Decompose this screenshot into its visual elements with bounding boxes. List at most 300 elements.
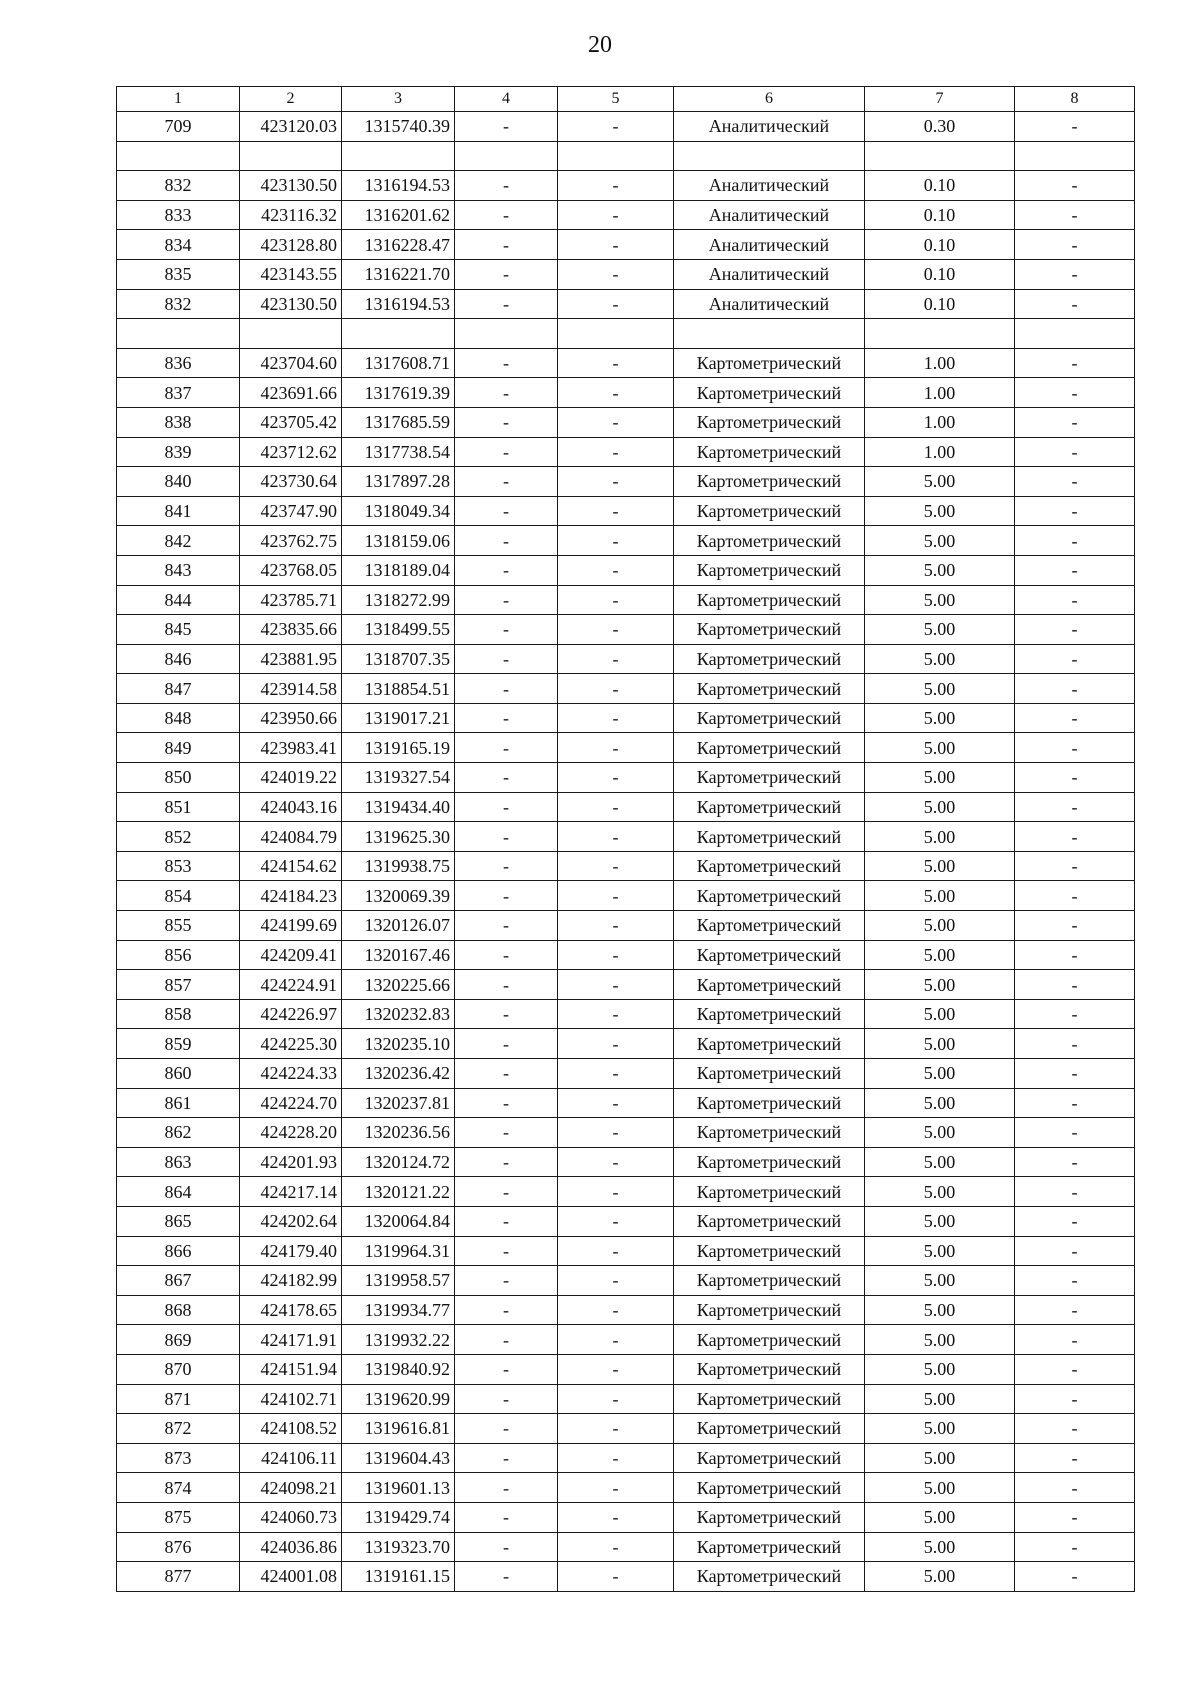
point-number-cell: 852 [117,822,240,852]
column-8-cell: - [1015,1354,1135,1384]
method-cell: Картометрический [674,1532,865,1562]
method-cell: Картометрический [674,1088,865,1118]
column-8-cell: - [1015,822,1135,852]
column-8-cell: - [1015,1502,1135,1532]
y-coordinate-cell: 1319625.30 [342,822,455,852]
accuracy-cell: 5.00 [865,1177,1015,1207]
column-header: 7 [865,87,1015,112]
table-row [117,1325,1135,1355]
accuracy-cell: 5.00 [865,1118,1015,1148]
y-coordinate-cell: 1319601.13 [342,1473,455,1503]
accuracy-cell [865,319,1015,349]
method-cell: Аналитический [674,259,865,289]
accuracy-cell: 5.00 [865,1236,1015,1266]
column-8-cell: - [1015,851,1135,881]
y-coordinate-cell: 1316194.53 [342,289,455,319]
y-coordinate-cell: 1320236.42 [342,1059,455,1089]
y-coordinate-cell: 1316201.62 [342,200,455,230]
accuracy-cell: 5.00 [865,822,1015,852]
column-4-cell [455,141,558,171]
accuracy-cell: 5.00 [865,999,1015,1029]
column-8-cell: - [1015,437,1135,467]
method-cell: Картометрический [674,1029,865,1059]
y-coordinate-cell: 1318189.04 [342,555,455,585]
column-4-cell: - [455,703,558,733]
accuracy-cell: 5.00 [865,496,1015,526]
y-coordinate-cell: 1319323.70 [342,1532,455,1562]
column-8-cell: - [1015,1266,1135,1296]
column-5-cell: - [558,1266,674,1296]
y-coordinate-cell: 1320167.46 [342,940,455,970]
x-coordinate-cell [240,319,342,349]
table-row [117,1384,1135,1414]
table-row [117,1295,1135,1325]
accuracy-cell: 5.00 [865,1029,1015,1059]
column-5-cell: - [558,171,674,201]
column-8-cell: - [1015,940,1135,970]
accuracy-cell: 5.00 [865,1384,1015,1414]
method-cell [674,319,865,349]
column-5-cell: - [558,733,674,763]
column-4-cell: - [455,999,558,1029]
column-8-cell: - [1015,1414,1135,1444]
accuracy-cell: 5.00 [865,1325,1015,1355]
table-row [117,467,1135,497]
method-cell: Аналитический [674,112,865,142]
table-row [117,496,1135,526]
point-number-cell: 875 [117,1502,240,1532]
column-4-cell: - [455,1502,558,1532]
column-4-cell: - [455,1562,558,1592]
column-4-cell: - [455,822,558,852]
method-cell: Картометрический [674,674,865,704]
x-coordinate-cell: 423712.62 [240,437,342,467]
table-row [117,555,1135,585]
accuracy-cell [865,141,1015,171]
table-separator-row [117,319,1135,349]
method-cell: Картометрический [674,467,865,497]
method-cell: Картометрический [674,1147,865,1177]
x-coordinate-cell: 424154.62 [240,851,342,881]
column-4-cell: - [455,555,558,585]
accuracy-cell: 5.00 [865,1354,1015,1384]
column-4-cell: - [455,289,558,319]
column-5-cell: - [558,112,674,142]
method-cell: Картометрический [674,1354,865,1384]
column-8-cell: - [1015,1147,1135,1177]
column-5-cell: - [558,703,674,733]
column-8-cell: - [1015,644,1135,674]
accuracy-cell: 5.00 [865,1532,1015,1562]
point-number-cell: 877 [117,1562,240,1592]
accuracy-cell: 1.00 [865,378,1015,408]
method-cell: Картометрический [674,881,865,911]
column-4-cell: - [455,763,558,793]
accuracy-cell: 5.00 [865,585,1015,615]
column-5-cell: - [558,1147,674,1177]
table-row [117,1206,1135,1236]
point-number-cell: 836 [117,348,240,378]
x-coordinate-cell: 424202.64 [240,1206,342,1236]
method-cell: Картометрический [674,1236,865,1266]
accuracy-cell: 0.10 [865,259,1015,289]
column-4-cell: - [455,467,558,497]
accuracy-cell: 5.00 [865,644,1015,674]
table-row [117,1562,1135,1592]
y-coordinate-cell: 1317738.54 [342,437,455,467]
accuracy-cell: 0.10 [865,289,1015,319]
x-coordinate-cell: 424098.21 [240,1473,342,1503]
point-number-cell: 853 [117,851,240,881]
method-cell: Картометрический [674,1562,865,1592]
method-cell: Картометрический [674,1473,865,1503]
column-4-cell: - [455,911,558,941]
column-4-cell: - [455,1443,558,1473]
table-row [117,1236,1135,1266]
table-row [117,763,1135,793]
x-coordinate-cell [240,141,342,171]
table-row [117,407,1135,437]
column-8-cell: - [1015,1088,1135,1118]
method-cell: Картометрический [674,1177,865,1207]
accuracy-cell: 5.00 [865,733,1015,763]
column-4-cell: - [455,881,558,911]
column-8-cell: - [1015,171,1135,201]
y-coordinate-cell: 1316194.53 [342,171,455,201]
point-number-cell: 832 [117,289,240,319]
x-coordinate-cell: 424209.41 [240,940,342,970]
accuracy-cell: 5.00 [865,1562,1015,1592]
method-cell: Картометрический [674,1295,865,1325]
column-5-cell: - [558,1414,674,1444]
accuracy-cell: 0.10 [865,200,1015,230]
column-8-cell: - [1015,881,1135,911]
method-cell: Картометрический [674,940,865,970]
point-number-cell: 835 [117,259,240,289]
column-5-cell: - [558,1088,674,1118]
column-4-cell: - [455,1473,558,1503]
column-8-cell: - [1015,526,1135,556]
x-coordinate-cell: 423730.64 [240,467,342,497]
column-4-cell [455,319,558,349]
column-4-cell: - [455,496,558,526]
point-number-cell: 850 [117,763,240,793]
column-4-cell: - [455,851,558,881]
accuracy-cell: 5.00 [865,1502,1015,1532]
table-row [117,940,1135,970]
column-8-cell: - [1015,1443,1135,1473]
accuracy-cell: 5.00 [865,792,1015,822]
table-row [117,1532,1135,1562]
column-8-cell: - [1015,1295,1135,1325]
column-5-cell: - [558,1562,674,1592]
point-number-cell: 847 [117,674,240,704]
method-cell: Картометрический [674,822,865,852]
column-8-cell: - [1015,1177,1135,1207]
point-number-cell: 840 [117,467,240,497]
x-coordinate-cell: 423128.80 [240,230,342,260]
column-5-cell: - [558,911,674,941]
column-8-cell: - [1015,467,1135,497]
table-row [117,644,1135,674]
accuracy-cell: 5.00 [865,1147,1015,1177]
table-row [117,200,1135,230]
y-coordinate-cell: 1319017.21 [342,703,455,733]
column-5-cell: - [558,467,674,497]
y-coordinate-cell: 1319327.54 [342,763,455,793]
method-cell: Картометрический [674,763,865,793]
column-8-cell: - [1015,259,1135,289]
x-coordinate-cell: 424036.86 [240,1532,342,1562]
x-coordinate-cell: 423914.58 [240,674,342,704]
column-4-cell: - [455,112,558,142]
accuracy-cell: 5.00 [865,851,1015,881]
y-coordinate-cell: 1320064.84 [342,1206,455,1236]
table-row [117,911,1135,941]
accuracy-cell: 0.30 [865,112,1015,142]
point-number-cell: 864 [117,1177,240,1207]
column-4-cell: - [455,259,558,289]
table-row [117,1177,1135,1207]
x-coordinate-cell: 423143.55 [240,259,342,289]
table-row [117,1354,1135,1384]
x-coordinate-cell: 424199.69 [240,911,342,941]
x-coordinate-cell: 424106.11 [240,1443,342,1473]
point-number-cell: 845 [117,615,240,645]
method-cell: Картометрический [674,733,865,763]
accuracy-cell: 5.00 [865,1443,1015,1473]
point-number-cell: 865 [117,1206,240,1236]
column-4-cell: - [455,378,558,408]
table-row [117,970,1135,1000]
y-coordinate-cell: 1317619.39 [342,378,455,408]
y-coordinate-cell: 1317608.71 [342,348,455,378]
column-8-cell: - [1015,200,1135,230]
column-4-cell: - [455,1118,558,1148]
column-5-cell: - [558,615,674,645]
accuracy-cell: 5.00 [865,1266,1015,1296]
column-5-cell: - [558,378,674,408]
point-number-cell: 862 [117,1118,240,1148]
column-4-cell: - [455,615,558,645]
point-number-cell: 857 [117,970,240,1000]
table-row [117,171,1135,201]
accuracy-cell: 5.00 [865,703,1015,733]
table-row [117,112,1135,142]
column-4-cell: - [455,733,558,763]
point-number-cell: 849 [117,733,240,763]
x-coordinate-cell: 423881.95 [240,644,342,674]
y-coordinate-cell: 1320069.39 [342,881,455,911]
accuracy-cell: 5.00 [865,763,1015,793]
column-header: 6 [674,87,865,112]
x-coordinate-cell: 424151.94 [240,1354,342,1384]
table-row [117,1059,1135,1089]
x-coordinate-cell: 424224.33 [240,1059,342,1089]
y-coordinate-cell: 1318499.55 [342,615,455,645]
column-8-cell: - [1015,555,1135,585]
point-number-cell: 872 [117,1414,240,1444]
table-row [117,259,1135,289]
column-5-cell: - [558,881,674,911]
column-5-cell: - [558,1295,674,1325]
method-cell: Картометрический [674,1118,865,1148]
x-coordinate-cell: 424184.23 [240,881,342,911]
x-coordinate-cell: 423785.71 [240,585,342,615]
table-row [117,881,1135,911]
method-cell: Картометрический [674,644,865,674]
x-coordinate-cell: 423120.03 [240,112,342,142]
column-4-cell: - [455,1295,558,1325]
method-cell: Аналитический [674,200,865,230]
column-8-cell: - [1015,703,1135,733]
column-5-cell: - [558,585,674,615]
coordinates-table [116,86,1135,1592]
column-8-cell: - [1015,763,1135,793]
x-coordinate-cell: 423950.66 [240,703,342,733]
accuracy-cell: 1.00 [865,348,1015,378]
point-number-cell: 851 [117,792,240,822]
column-5-cell: - [558,1473,674,1503]
method-cell: Картометрический [674,496,865,526]
column-4-cell: - [455,1088,558,1118]
table-row [117,1118,1135,1148]
x-coordinate-cell: 424226.97 [240,999,342,1029]
method-cell: Картометрический [674,999,865,1029]
method-cell: Аналитический [674,171,865,201]
column-5-cell: - [558,970,674,1000]
column-4-cell: - [455,200,558,230]
column-8-cell: - [1015,1029,1135,1059]
column-8-cell: - [1015,911,1135,941]
table-row [117,822,1135,852]
column-5-cell: - [558,1177,674,1207]
point-number-cell: 866 [117,1236,240,1266]
point-number-cell: 860 [117,1059,240,1089]
accuracy-cell: 5.00 [865,526,1015,556]
point-number-cell: 856 [117,940,240,970]
table-row [117,1502,1135,1532]
x-coordinate-cell: 424178.65 [240,1295,342,1325]
column-5-cell: - [558,940,674,970]
column-4-cell: - [455,970,558,1000]
column-4-cell: - [455,171,558,201]
method-cell: Аналитический [674,289,865,319]
method-cell: Картометрический [674,378,865,408]
y-coordinate-cell: 1319434.40 [342,792,455,822]
column-8-cell [1015,319,1135,349]
column-4-cell: - [455,1354,558,1384]
table-row [117,674,1135,704]
method-cell: Картометрический [674,1325,865,1355]
column-4-cell: - [455,1059,558,1089]
accuracy-cell: 1.00 [865,407,1015,437]
x-coordinate-cell: 423762.75 [240,526,342,556]
x-coordinate-cell: 424182.99 [240,1266,342,1296]
table-separator-row [117,141,1135,171]
accuracy-cell: 5.00 [865,1295,1015,1325]
column-8-cell: - [1015,1118,1135,1148]
y-coordinate-cell: 1319620.99 [342,1384,455,1414]
accuracy-cell: 5.00 [865,1059,1015,1089]
column-8-cell: - [1015,378,1135,408]
column-5-cell: - [558,1384,674,1414]
method-cell: Картометрический [674,1266,865,1296]
y-coordinate-cell: 1315740.39 [342,112,455,142]
column-5-cell: - [558,999,674,1029]
accuracy-cell: 0.10 [865,171,1015,201]
y-coordinate-cell [342,141,455,171]
method-cell: Картометрический [674,1059,865,1089]
table-row [117,230,1135,260]
method-cell: Картометрический [674,526,865,556]
column-5-cell [558,319,674,349]
y-coordinate-cell: 1319165.19 [342,733,455,763]
column-4-cell: - [455,1384,558,1414]
table-row [117,851,1135,881]
y-coordinate-cell: 1318159.06 [342,526,455,556]
y-coordinate-cell [342,319,455,349]
y-coordinate-cell: 1320126.07 [342,911,455,941]
column-header: 8 [1015,87,1135,112]
column-4-cell: - [455,940,558,970]
y-coordinate-cell: 1318272.99 [342,585,455,615]
method-cell: Картометрический [674,1443,865,1473]
x-coordinate-cell: 423768.05 [240,555,342,585]
point-number-cell: 861 [117,1088,240,1118]
accuracy-cell: 5.00 [865,881,1015,911]
y-coordinate-cell: 1319616.81 [342,1414,455,1444]
x-coordinate-cell: 424224.91 [240,970,342,1000]
x-coordinate-cell: 424224.70 [240,1088,342,1118]
accuracy-cell: 1.00 [865,437,1015,467]
table-row [117,792,1135,822]
column-8-cell: - [1015,1325,1135,1355]
x-coordinate-cell: 424102.71 [240,1384,342,1414]
table-row [117,378,1135,408]
column-5-cell: - [558,1325,674,1355]
method-cell: Картометрический [674,703,865,733]
method-cell: Картометрический [674,348,865,378]
accuracy-cell: 5.00 [865,615,1015,645]
column-4-cell: - [455,1532,558,1562]
column-8-cell: - [1015,585,1135,615]
column-5-cell [558,141,674,171]
point-number-cell: 841 [117,496,240,526]
column-5-cell: - [558,259,674,289]
y-coordinate-cell: 1319938.75 [342,851,455,881]
column-4-cell: - [455,1206,558,1236]
accuracy-cell: 5.00 [865,1414,1015,1444]
column-4-cell: - [455,348,558,378]
point-number-cell: 844 [117,585,240,615]
y-coordinate-cell: 1320124.72 [342,1147,455,1177]
column-header: 3 [342,87,455,112]
point-number-cell: 833 [117,200,240,230]
column-8-cell: - [1015,230,1135,260]
y-coordinate-cell: 1319958.57 [342,1266,455,1296]
column-4-cell: - [455,1177,558,1207]
column-5-cell: - [558,496,674,526]
accuracy-cell: 5.00 [865,1206,1015,1236]
x-coordinate-cell: 423835.66 [240,615,342,645]
point-number-cell: 854 [117,881,240,911]
point-number-cell: 834 [117,230,240,260]
x-coordinate-cell: 423705.42 [240,407,342,437]
y-coordinate-cell: 1316221.70 [342,259,455,289]
column-5-cell: - [558,644,674,674]
table-row [117,1266,1135,1296]
